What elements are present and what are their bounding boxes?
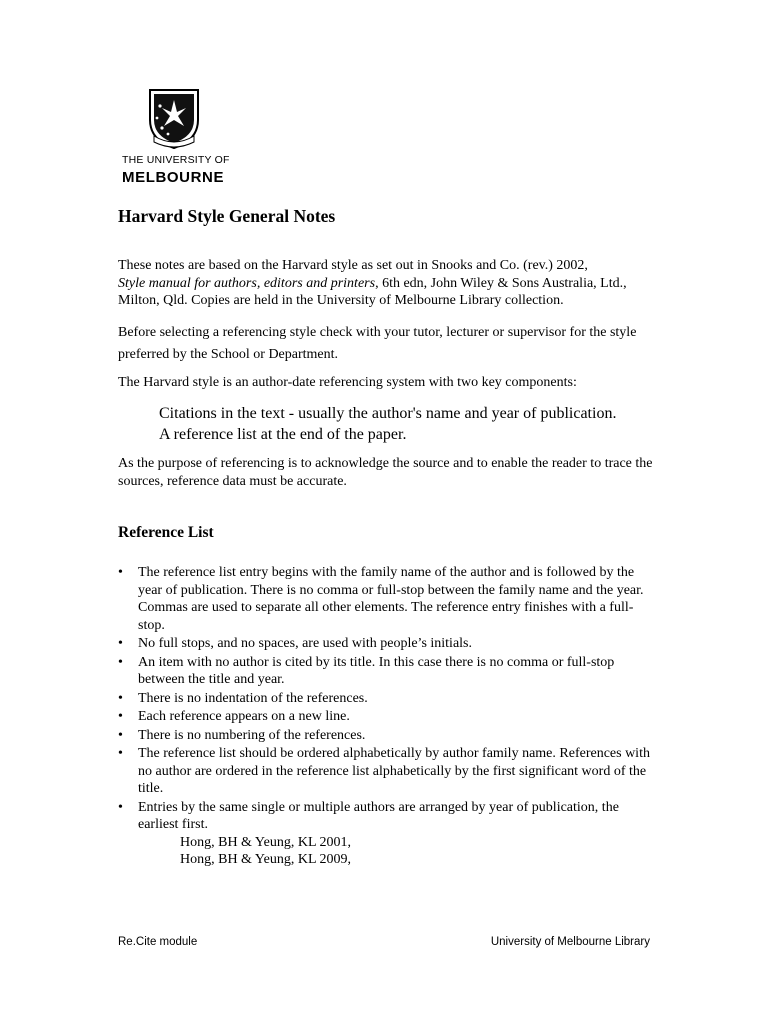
intro-text-part2: , 6th edn, John Wiley & Sons Australia, Ltd., Milton, Qld. Copies are held in the University of Melbourne Library collection.: [118, 275, 627, 308]
list-item-text: The reference list entry begins with the family name of the author and is followed by the year of publication. There is no comma or full-stop between the family name and the year. Commas are used to separate all other elements. The reference entry finishes with a full-stop.: [138, 565, 644, 633]
bullet-icon: •: [118, 636, 123, 651]
example-reference: Hong, BH & Yeung, KL 2009,: [180, 852, 351, 867]
example-reference: Hong, BH & Yeung, KL 2001,: [180, 834, 351, 850]
document-body: [118, 206, 658, 870]
list-item-text: The reference list should be ordered alphabetically by author family name. References with no author are ordered in the reference list alphabetically by the first significant word of the title.: [138, 746, 650, 796]
list-item-text: Each reference appears on a new line.: [138, 709, 350, 724]
intro-paragraph-tutor: Before selecting a referencing style check with your tutor, lecturer or supervisor for the style preferred by the School or Department.: [118, 324, 637, 362]
list-item: [118, 564, 658, 634]
university-logo: [118, 86, 228, 192]
logo-line-university: THE UNIVERSITY OF: [122, 154, 230, 166]
intro-text-part1: These notes are based on the Harvard style as set out in Snooks and Co. (rev.) 2002,: [118, 258, 588, 273]
page-title: Harvard Style General Notes: [118, 206, 336, 226]
bullet-icon: •: [118, 654, 123, 670]
list-item: [118, 745, 658, 798]
intro-paragraph-components: The Harvard style is an author-date referencing system with two key components:: [118, 374, 577, 390]
logo-line-melbourne: MELBOURNE: [122, 169, 225, 186]
list-item: [118, 654, 658, 689]
list-item-text: Entries by the same single or multiple authors are arranged by year of publication, the earliest first.: [138, 799, 619, 832]
list-item-text: There is no indentation of the references.: [138, 690, 368, 706]
components-list: [159, 403, 658, 445]
list-item: [118, 708, 658, 726]
footer-library-name: University of Melbourne Library: [490, 936, 650, 948]
style-manual-title: Style manual for authors, editors and printers: [118, 275, 376, 291]
bullet-icon: •: [118, 799, 123, 815]
bullet-icon: •: [118, 565, 123, 580]
list-item: [118, 799, 658, 869]
component-item-citations: Citations in the text - usually the author's name and year of publication.: [159, 405, 617, 422]
component-item-reference-list: A reference list at the end of the paper.: [159, 426, 407, 443]
section-heading-reference-list: Reference List: [118, 524, 214, 541]
list-item-text: There is no numbering of the references.: [138, 727, 366, 743]
list-item: [118, 727, 658, 745]
list-item-text: An item with no author is cited by its title. In this case there is no comma or full-stop between the title and year.: [138, 654, 615, 687]
reference-rules-list: [118, 564, 658, 869]
footer-module-name: Re.Cite module: [118, 936, 198, 948]
bullet-icon: •: [118, 709, 123, 724]
bullet-icon: •: [118, 727, 123, 743]
list-item: [118, 690, 658, 708]
bullet-icon: •: [118, 690, 123, 706]
bullet-icon: •: [118, 746, 123, 761]
list-item: [118, 635, 658, 653]
intro-paragraph-source: [118, 257, 658, 310]
intro-paragraph-accuracy: As the purpose of referencing is to acknowledge the source and to enable the reader to trace the sources, reference data must be accurate.: [118, 456, 653, 489]
list-item-text: No full stops, and no spaces, are used with people’s initials.: [138, 636, 472, 651]
university-crest-icon: [146, 86, 202, 150]
page-footer: [118, 936, 650, 948]
